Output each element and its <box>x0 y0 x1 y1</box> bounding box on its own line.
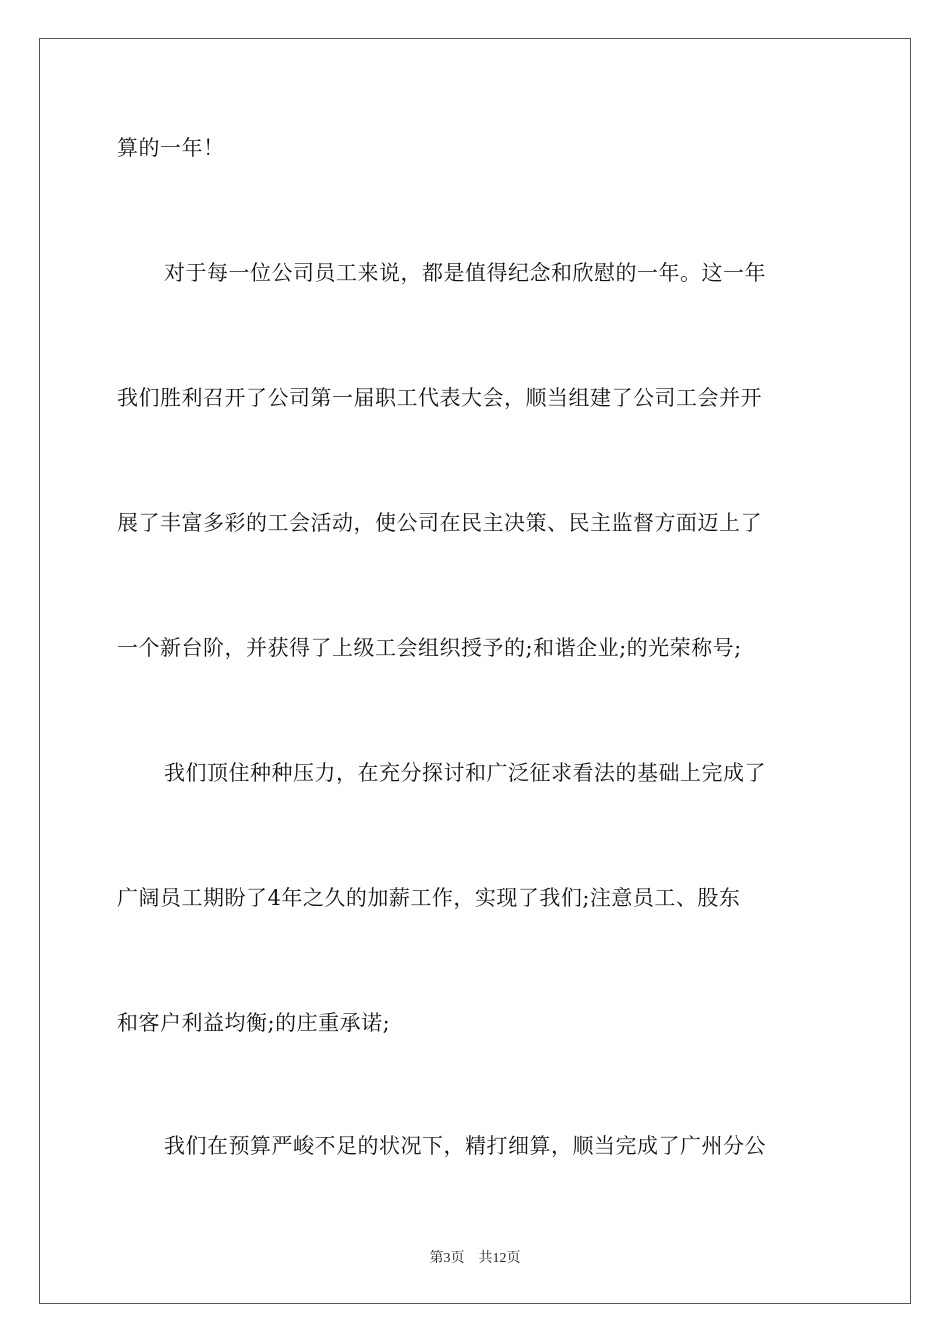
text-line-4: 展了丰富多彩的工会活动，使公司在民主决策、民主监督方面迈上了 <box>117 511 762 535</box>
text-line-6: 我们顶住种种压力，在充分探讨和广泛征求看法的基础上完成了 <box>164 761 766 785</box>
text-line-1: 算的一年！ <box>117 136 225 160</box>
text-line-7: 广阔员工期盼了4年之久的加薪工作，实现了我们;注意员工、股东 <box>117 886 741 910</box>
page-number-total: 共12页 <box>478 1251 521 1266</box>
text-line-9: 我们在预算严峻不足的状况下，精打细算，顺当完成了广州分公 <box>164 1134 766 1158</box>
text-line-8: 和客户利益均衡;的庄重承诺; <box>117 1011 391 1035</box>
text-line-3: 我们胜利召开了公司第一届职工代表大会，顺当组建了公司工会并开 <box>117 386 762 410</box>
page-border <box>39 38 911 1304</box>
text-line-2: 对于每一位公司员工来说，都是值得纪念和欣慰的一年。这一年 <box>164 261 766 285</box>
page-footer <box>0 1247 950 1267</box>
page-number-current: 第3页 <box>429 1251 465 1266</box>
text-line-5: 一个新台阶，并获得了上级工会组织授予的;和谐企业;的光荣称号; <box>117 636 742 660</box>
